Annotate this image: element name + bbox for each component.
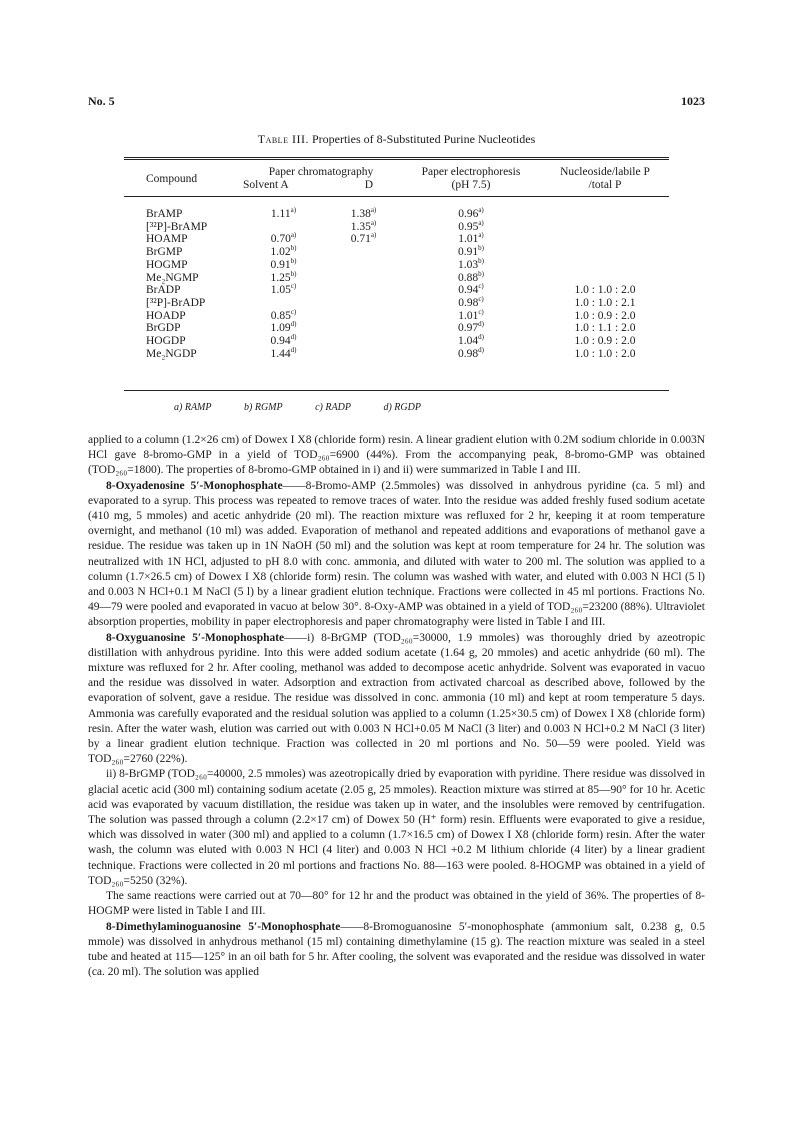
table-caption-label: Table III. (257, 132, 309, 146)
cell-electrophoresis-note: a) (478, 231, 484, 240)
cell-solvent-a (241, 208, 326, 221)
cell-solvent-d (326, 348, 401, 361)
cell-electrophoresis (401, 335, 541, 348)
cell-electrophoresis (401, 246, 541, 259)
cell-electrophoresis-value: 0.98 (458, 347, 479, 360)
cell-ratio (541, 348, 669, 361)
cell-electrophoresis-note: c) (478, 307, 484, 316)
cell-solvent-d (326, 335, 401, 348)
cell-solvent-d-note: a) (370, 206, 377, 215)
cell-ratio (541, 246, 669, 259)
cell-compound (124, 233, 241, 246)
cell-solvent-a (241, 221, 326, 234)
cell-solvent-d-value: 0.71 (350, 233, 371, 246)
cell-electrophoresis-note: b) (478, 256, 484, 265)
table-row (124, 297, 669, 310)
table-footnotes (174, 402, 451, 413)
cell-ratio-value: 1.0 : 1.1 : 2.0 (574, 322, 636, 335)
page-number: 1023 (681, 94, 705, 108)
cell-compound-value: Me₂NGMP (146, 271, 199, 284)
table-row (124, 348, 669, 361)
cell-solvent-a (241, 256, 326, 272)
cell-solvent-d (326, 208, 401, 221)
cell-solvent-d-value: 1.35 (350, 220, 371, 233)
cell-ratio (541, 297, 669, 310)
cell-solvent-a-note: c) (290, 307, 297, 316)
header-solvent-a: Solvent A (243, 179, 289, 191)
cell-electrophoresis-value: 0.91 (458, 246, 479, 259)
properties-table (124, 166, 669, 360)
cell-electrophoresis (401, 307, 541, 323)
cell-solvent-a-note: d) (290, 320, 297, 329)
header-ratio (541, 166, 669, 192)
cell-solvent-d (326, 218, 401, 234)
cell-electrophoresis-value: 0.96 (458, 208, 479, 220)
cell-electrophoresis-value: 0.98 (458, 296, 479, 309)
table-row (124, 322, 669, 335)
table-top-rule (124, 157, 669, 158)
cell-solvent-a-value: 0.85 (270, 309, 291, 322)
cell-electrophoresis-note: c) (478, 282, 484, 291)
cell-ratio (541, 335, 669, 348)
cell-ratio (541, 272, 669, 285)
cell-solvent-a-note: d) (290, 333, 297, 342)
header-electro-title: Paper electrophoresis (421, 166, 521, 178)
header-solvents (241, 179, 401, 192)
cell-solvent-a-value: 0.70 (270, 233, 291, 246)
cell-electrophoresis-note: d) (478, 333, 484, 342)
heading-oxyguanosine: 8-Oxyguanosine 5′-Monophosphate (106, 631, 285, 644)
cell-electrophoresis (401, 208, 541, 221)
cell-solvent-a-note: c) (290, 282, 297, 291)
cell-solvent-d (326, 322, 401, 335)
cell-solvent-a-note: a) (290, 231, 297, 240)
cell-solvent-a-value: 0.94 (270, 335, 291, 348)
table-caption-text: Properties of 8-Substituted Purine Nucleotides (311, 132, 536, 146)
table-row (124, 208, 669, 221)
cell-ratio-value: 1.0 : 0.9 : 2.0 (574, 335, 636, 348)
cell-electrophoresis (401, 284, 541, 297)
cell-compound-value: HOAMP (146, 233, 188, 246)
cell-ratio-value: 1.0 : 1.0 : 2.0 (574, 347, 636, 360)
cell-compound (124, 297, 241, 310)
cell-compound-value: BrAMP (146, 208, 183, 220)
header-compound: Compound (146, 173, 198, 185)
cell-solvent-a (241, 269, 326, 285)
cell-compound (124, 208, 241, 221)
cell-solvent-a-note: b) (290, 256, 297, 265)
cell-solvent-d-value: 1.38 (350, 208, 371, 220)
heading-oxyadenosine: 8-Oxyadenosine 5′-Monophosphate (106, 479, 283, 492)
cell-compound-value: HOGDP (146, 335, 186, 348)
cell-solvent-a (241, 284, 326, 297)
cell-electrophoresis-note: b) (478, 269, 484, 278)
cell-electrophoresis (401, 256, 541, 272)
cell-electrophoresis-value: 1.01 (458, 233, 479, 246)
cell-solvent-a-value: 1.11 (270, 208, 291, 220)
cell-solvent-a-value: 1.05 (270, 284, 291, 297)
header-paper-chromatography (241, 166, 401, 192)
cell-solvent-d (326, 310, 401, 323)
table-row (124, 284, 669, 297)
table-header-row (124, 166, 669, 192)
table-row (124, 272, 669, 285)
footnote-a: a) RAMP (174, 402, 212, 413)
cell-solvent-a (241, 246, 326, 259)
table-row (124, 335, 669, 348)
header-ratio-title: Nucleoside/labile P (560, 166, 650, 178)
cell-compound-value: HOADP (146, 309, 186, 322)
cell-compound (124, 246, 241, 259)
cell-compound (124, 322, 241, 335)
cell-electrophoresis-note: a) (478, 206, 484, 215)
table-bottom-rule (124, 390, 669, 391)
cell-electrophoresis-note: b) (478, 244, 484, 253)
text-oxyguanosine: ——i) 8-BrGMP (TOD₂₆₀=30000, 1.9 mmoles) was thoroughly dried by azeotropic distillation with anhydrous pyridine. Into this were added sodium acetate (1.64 g, 20 mmoles) and acetic anhydride (60 ml). The mixture was refluxed for 2 hr. After cooling, methanol was added to decompose acetic anhydride. Solvent was evaporated in vacuo and the residue was dissolved in water. Adsorption and extraction from activated charcoal as described above, followed by the evaporation of solvent, gave a residue. The residue was dissolved in conc. ammonia (10 ml) and kept at room temperature 5 days. Ammonia was carefully evaporated and the residual solution was applied to a column (1.25×30.5 cm) of Dowex I X8 (chloride form) resin. After the water wash, elution was carried out with 0.003 N HCl+0.05 M NaCl (3 liter) and 0.003 N HCl+0.2 M NaCl (3 liter) by a linear gradient elution technique. Fraction was collected in 20 ml portions and No. 50—59 were pooled. Yield was TOD₂₆₀=2760 (22%). (88, 631, 705, 766)
cell-electrophoresis-value: 1.01 (458, 309, 479, 322)
cell-electrophoresis-value: 0.97 (458, 322, 479, 335)
table-row (124, 246, 669, 259)
cell-solvent-a-value: 1.09 (270, 322, 291, 335)
cell-compound-value: BrGMP (146, 246, 183, 259)
cell-ratio (541, 233, 669, 246)
cell-ratio-value: 1.0 : 0.9 : 2.0 (574, 309, 636, 322)
cell-solvent-a (241, 297, 326, 310)
header-ratio-sub: /total P (588, 179, 622, 191)
cell-electrophoresis-note: c) (478, 295, 484, 304)
heading-dimethylamino: 8-Dimethylaminoguanosine 5′-Monophosphate (106, 920, 341, 933)
cell-compound (124, 259, 241, 272)
table-row (124, 221, 669, 234)
table-caption (0, 132, 793, 147)
cell-solvent-d (326, 297, 401, 310)
cell-compound (124, 221, 241, 234)
cell-electrophoresis-value: 0.88 (458, 271, 479, 284)
text-oxyadenosine: ——8-Bromo-AMP (2.5mmoles) was dissolved in anhydrous pyridine (ca. 5 ml) and evaporated to a syrup. This process was repeated to remove traces of water. Into the residue was added freshly fused sodium acetate (410 mg, 5 mmoles) and acetic anhydride (20 ml). The reaction mixture was refluxed for 2 hr, keeping it at room temperature overnight, and methanol (10 ml) was added. Evaporation of methanol and repeated additions and evaporations of methanol gave a residue. The residue was taken up in 1N NaOH (50 ml) and the solution was kept at room temperature for 24 hr. The solution was neutralized with 1N HCl, adjusted to pH 8.0 with conc. ammonia, and diluted with water to 200 ml. The solution was applied to a column (1.7×26.5 cm) of Dowex I X8 (chloride form) resin. The column was washed with water, and eluted with 0.003 N HCl (5 l) and 0.003 N HCl+0.1 M NaCl (5 l) by a linear gradient elution technique. Fractions were collected in 45 ml portions. Fractions No. 49—79 were pooled and evaporated in vacuo at below 30°. 8-Oxy-AMP was obtained in a yield of TOD₂₆₀=23200 (88%). Ultraviolet absorption properties, mobility in paper electrophoresis and paper chromatography were listed in Table I and III. (88, 479, 705, 629)
cell-ratio (541, 259, 669, 272)
cell-ratio (541, 221, 669, 234)
paragraph-oxyguanosine (88, 631, 705, 768)
cell-electrophoresis-note: a) (478, 218, 484, 227)
cell-electrophoresis-value: 1.03 (458, 258, 479, 271)
cell-solvent-d (326, 233, 401, 246)
cell-electrophoresis (401, 218, 541, 234)
header-electrophoresis (401, 166, 541, 192)
cell-ratio (541, 322, 669, 335)
cell-compound (124, 284, 241, 297)
cell-electrophoresis (401, 322, 541, 335)
cell-electrophoresis-note: d) (478, 320, 484, 329)
cell-solvent-a-value: 1.25 (270, 271, 291, 284)
cell-compound-value: BrADP (146, 284, 181, 297)
cell-ratio (541, 310, 669, 323)
cell-compound-value: BrGDP (146, 322, 181, 335)
cell-ratio (541, 208, 669, 221)
cell-compound (124, 335, 241, 348)
cell-electrophoresis-value: 0.94 (458, 284, 479, 297)
footnote-c: c) RADP (315, 402, 351, 413)
cell-solvent-a (241, 335, 326, 348)
cell-electrophoresis (401, 345, 541, 361)
table-top-rule-2 (124, 159, 669, 160)
paragraph-oxyadenosine (88, 479, 705, 631)
cell-compound-value: HOGMP (146, 258, 188, 271)
cell-solvent-d-note: a) (370, 231, 377, 240)
paragraph-same-reactions: The same reactions were carried out at 70—80° for 12 hr and the product was obtained in the yield of 36%. The properties of 8-HOGMP were listed in Table I and III. (88, 890, 705, 918)
text-dimethylamino: ——8-Bromoguanosine 5′-monophosphate (ammonium salt, 0.238 g, 0.5 mmole) was dissolved in anhydrous methanol (15 ml) containing dimethylamine (15 g). The reaction mixture was sealed in a steel tube and heated at 115—125° in an oil bath for 5 hr. After cooling, the solvent was evaporated and the residue was dissolved in water (ca. 20 ml). The solution was applied (88, 920, 705, 979)
cell-solvent-a-note: b) (290, 244, 297, 253)
cell-compound (124, 348, 241, 361)
cell-solvent-d (326, 272, 401, 285)
cell-solvent-a-note: b) (290, 269, 297, 278)
footnote-b: b) RGMP (244, 402, 283, 413)
cell-solvent-a-note: d) (290, 345, 297, 354)
cell-solvent-a-value: 1.44 (270, 347, 291, 360)
cell-electrophoresis-value: 1.04 (458, 335, 479, 348)
cell-solvent-a (241, 233, 326, 246)
cell-solvent-d (326, 284, 401, 297)
cell-solvent-d (326, 259, 401, 272)
cell-ratio (541, 284, 669, 297)
cell-compound (124, 272, 241, 285)
cell-compound (124, 310, 241, 323)
cell-solvent-a-value: 0.91 (270, 258, 291, 271)
header-solvent-d: D (364, 179, 373, 191)
cell-electrophoresis-note: d) (478, 345, 484, 354)
table-row (124, 233, 669, 246)
table-row (124, 310, 669, 323)
cell-electrophoresis (401, 233, 541, 246)
cell-ratio-value: 1.0 : 1.0 : 2.1 (574, 296, 636, 309)
table-body (124, 208, 669, 360)
cell-solvent-d (326, 246, 401, 259)
cell-compound-value: [³²P]-BrADP (146, 296, 206, 309)
cell-electrophoresis-value: 0.95 (458, 220, 479, 233)
paragraph-continuation: applied to a column (1.2×26 cm) of Dowex I X8 (chloride form) resin. A linear gradient elution with 0.2M sodium chloride in 0.003N HCl gave 8-bromo-GMP in a yield of TOD₂₆₀=6900 (44%). From the accompanying peak, 8-bromo-GMP was obtained (TOD₂₆₀=1800). The properties of 8-bromo-GMP obtained in i) and ii) were summarized in Table I and III. (88, 434, 705, 477)
footnote-d: d) RGDP (383, 402, 421, 413)
journal-issue: No. 5 (88, 94, 115, 108)
header-paper-chrom-title: Paper chromatography (268, 166, 374, 178)
table-row (124, 259, 669, 272)
cell-electrophoresis (401, 269, 541, 285)
cell-solvent-a (241, 322, 326, 335)
cell-electrophoresis (401, 297, 541, 310)
paragraph-dimethylamino (88, 920, 705, 981)
body-text (88, 433, 705, 980)
cell-ratio-value: 1.0 : 1.0 : 2.0 (574, 284, 636, 297)
cell-compound-value: Me₂NGDP (146, 347, 197, 360)
cell-solvent-d-note: a) (370, 218, 377, 227)
cell-solvent-a (241, 307, 326, 323)
cell-compound-value: [³²P]-BrAMP (146, 220, 208, 233)
cell-solvent-a-value: 1.02 (270, 246, 291, 259)
cell-solvent-a-note: a) (290, 206, 297, 215)
header-ph: (pH 7.5) (451, 179, 491, 191)
cell-solvent-a (241, 345, 326, 361)
paragraph-oxyguanosine-ii: ii) 8-BrGMP (TOD₂₆₀=40000, 2.5 mmoles) was azeotropically dried by evaporation with pyridine. There residue was dissolved in glacial acetic acid (300 ml) containing sodium acetate (2.05 g, 25 mmoles). Reaction mixture was stirred at 85—90° for 10 hr. Acetic acid was evaporated by vacuum distillation, the residue was taken up in water, and the insolubles were removed by centrifugation. The solution was passed through a column (2.2×17 cm) of Dowex 50 (H⁺ form) resin. Effluents were evaporated to give a residue, which was dissolved in water (300 ml) and applied to a column (1.7×16.5 cm) of Dowex I X8 (chloride form) resin. After the water wash, the column was eluted with 0.003 N HCl (4 liter) and 0.003 N HCl +0.2 M lithium chloride (4 liter) by a linear gradient technique. Fractions were collected in 20 ml portions and fractions No. 88—163 were pooled. 8-HOGMP was obtained in a yield of TOD₂₆₀=5250 (32%). (88, 768, 705, 887)
